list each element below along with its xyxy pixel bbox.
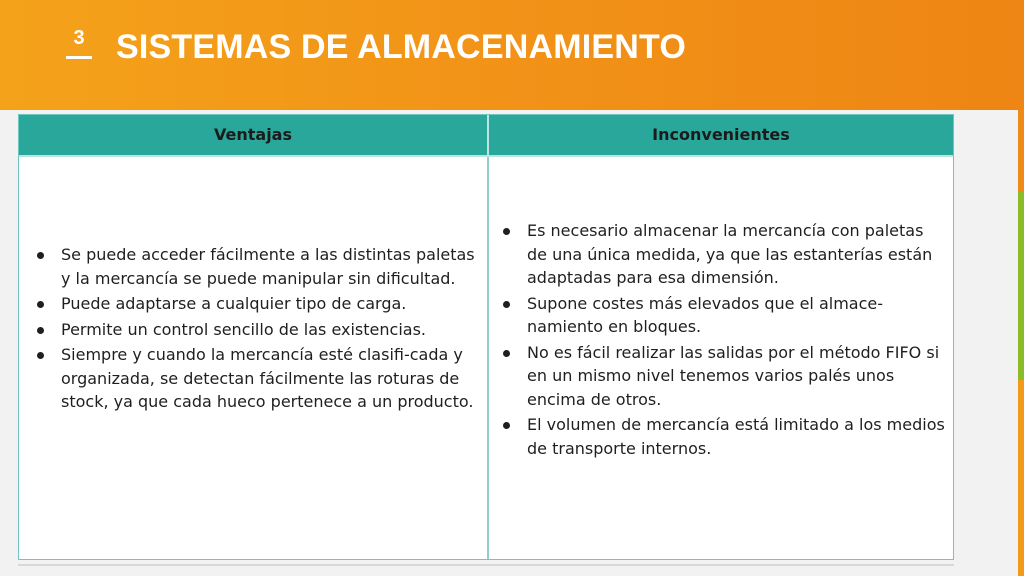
- table-header-row: [19, 115, 953, 157]
- ventajas-item: Se puede acceder fácilmente a las distintas paletas y la mercancía se puede manipular sin dificultad.: [33, 243, 479, 290]
- slide-number-underline: [66, 56, 92, 59]
- inconvenientes-item: No es fácil realizar las salidas por el método FIFO si en un mismo nivel tenemos varios palés unos encima de otros.: [499, 341, 945, 412]
- ventajas-item: Permite un control sencillo de las existencias.: [33, 318, 479, 342]
- ventajas-item: Puede adaptarse a cualquier tipo de carga.: [33, 292, 479, 316]
- ventajas-column: [33, 243, 479, 416]
- inconvenientes-item: Supone costes más elevados que el almace-namiento en bloques.: [499, 292, 945, 339]
- ventajas-item: Siempre y cuando la mercancía esté clasifi-cada y organizada, se detectan fácilmente las roturas de stock, ya que cada hueco pertenece a un producto.: [33, 343, 479, 414]
- slide-number: 3: [73, 27, 85, 49]
- side-accent-orange-top: [1018, 110, 1024, 192]
- comparison-table: [18, 114, 954, 560]
- bottom-divider: [18, 564, 954, 566]
- inconvenientes-list: [499, 219, 945, 460]
- column-header-inconvenientes: Inconvenientes: [652, 125, 790, 144]
- inconvenientes-item: El volumen de mercancía está limitado a los medios de transporte internos.: [499, 413, 945, 460]
- side-accent-green: [1018, 192, 1024, 380]
- side-accent-orange-bottom: [1018, 380, 1024, 576]
- column-header-ventajas: Ventajas: [214, 125, 292, 144]
- column-divider: [487, 157, 489, 559]
- inconvenientes-item: Es necesario almacenar la mercancía con paletas de una única medida, ya que las estanterías están adaptadas para esa dimensión.: [499, 219, 945, 290]
- ventajas-list: [33, 243, 479, 414]
- slide-header: [0, 0, 1024, 110]
- inconvenientes-column: [499, 219, 945, 462]
- slide-title: SISTEMAS DE ALMACENAMIENTO: [116, 28, 687, 66]
